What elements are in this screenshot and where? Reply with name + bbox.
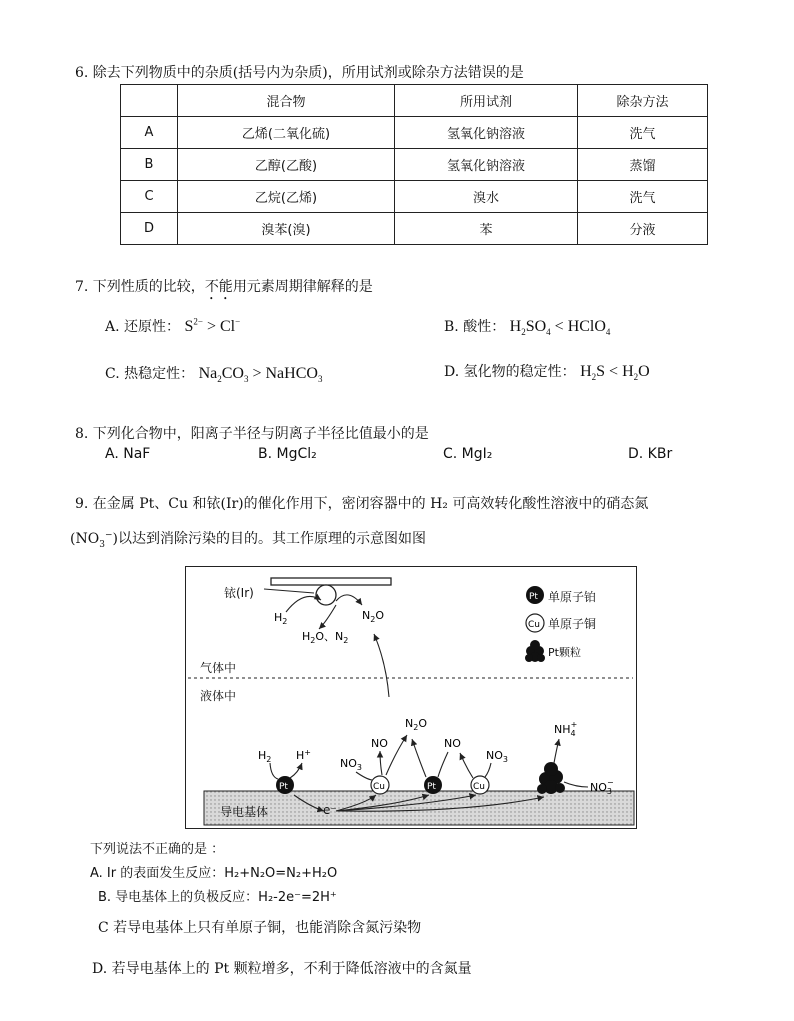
q9-sub-stem: 下列说法不正确的是 ：: [90, 842, 225, 857]
q7-option-b: B. 酸性： $H_2SO_4$ < HClO$_4$: [444, 318, 611, 338]
svg-text:NO: NO: [444, 737, 461, 750]
liquid-phase-label: 液体中: [200, 689, 237, 703]
header-cell: 所用试剂: [395, 85, 578, 117]
table-row: [121, 213, 708, 245]
table-header-row: [121, 85, 708, 117]
q9-option-d: D. 若导电基体上的 Pt 颗粒增多，不利于降低溶液中的含氮量: [92, 961, 472, 977]
svg-text:H2O、N2: $H_2O$、$N_2$: [302, 630, 349, 645]
ir-atom: [316, 585, 336, 605]
q7-stem-pre: 7. 下列性质的比较，: [75, 279, 205, 295]
ir-label: 铱(Ir): [224, 586, 254, 600]
q9-option-a: A. Ir 的表面发生反应：H₂+N₂O=N₂+H₂O: [90, 866, 338, 881]
legend-particle-label: Pt颗粒: [548, 646, 581, 659]
legend-pt-label: 单原子铂: [548, 590, 597, 604]
svg-text:NO: NO: [371, 737, 388, 750]
table-row: [121, 117, 708, 149]
svg-text:Cu: Cu: [473, 782, 485, 792]
table-cell: 洗气: [578, 117, 708, 149]
option-label: C. 热稳定性：: [105, 366, 195, 382]
table-cell: 氢氧化钠溶液: [395, 149, 578, 181]
table-cell: 蒸馏: [578, 149, 708, 181]
table-cell: D: [121, 213, 178, 245]
table-cell: 分液: [578, 213, 708, 245]
q7-stem: [75, 276, 373, 303]
table-cell: 洗气: [578, 181, 708, 213]
table-row: [121, 149, 708, 181]
table-cell: A: [121, 117, 178, 149]
table-cell: 乙醇(乙酸): [178, 149, 395, 181]
header-cell: 除杂方法: [578, 85, 708, 117]
q7-option-a: A. 还原性： $S^{2-} > Cl^-$: [105, 316, 241, 335]
header-cell: [121, 85, 178, 117]
svg-text:H2: $H_2$: [274, 611, 288, 626]
table-cell: 溴水: [395, 181, 578, 213]
svg-text:N2O: $N_2O$: [362, 609, 384, 624]
q6-table: [120, 84, 708, 245]
svg-text:Cu: Cu: [373, 782, 385, 792]
table-cell: C: [121, 181, 178, 213]
conductive-substrate: [204, 791, 634, 825]
q8-option-d: D. KBr: [628, 446, 673, 462]
table-cell: B: [121, 149, 178, 181]
electron-label: e⁻: [323, 803, 337, 817]
mechanism-diagram: [185, 566, 637, 829]
table-cell: 乙烯(二氧化硫): [178, 117, 395, 149]
svg-text:NH4+: $NH_4+$: [554, 720, 578, 738]
option-label: A. 还原性：: [105, 319, 181, 335]
table-cell: 苯: [395, 213, 578, 245]
option-label: D. 氢化物的稳定性：: [444, 364, 576, 380]
option-label: B. 酸性：: [444, 319, 506, 335]
svg-text:NO3: $NO_3$: [340, 757, 362, 772]
table-cell: 溴苯(溴): [178, 213, 395, 245]
substrate-label: 导电基体: [220, 805, 269, 819]
svg-text:Pt: Pt: [279, 782, 288, 792]
table-row: [121, 181, 708, 213]
q8-stem: 8. 下列化合物中，阳离子半径与阴离子半径比值最小的是: [75, 426, 429, 442]
q9-option-b: B. 导电基体上的负极反应：H₂-2e⁻=2H⁺: [98, 890, 337, 905]
pt-particle: [537, 762, 565, 794]
ir-plate: [271, 578, 391, 585]
table-cell: 氢氧化钠溶液: [395, 117, 578, 149]
q7-stem-emphasis: 不能: [204, 279, 233, 295]
q9-option-c: C 若导电基体上只有单原子铜，也能消除含氮污染物: [98, 920, 422, 936]
svg-text:Cu: Cu: [528, 620, 540, 630]
q7-option-c: C. 热稳定性： $Na_2CO_3$ > NaHCO$_3$: [105, 365, 323, 385]
svg-text:Pt: Pt: [529, 592, 538, 602]
svg-text:Pt: Pt: [427, 782, 436, 792]
svg-text:N2O: $N_2O$: [405, 717, 427, 732]
q9-stem-line2-post: )以达到消除污染的目的。其工作原理的示意图如图: [112, 531, 426, 547]
svg-text:NO3−: $NO_3-$: [590, 778, 614, 796]
q9-stem-line2: $(NO_3^-)$以达到消除污染的目的。其工作原理的示意图如图: [70, 530, 426, 550]
q8-option-b: B. MgCl₂: [258, 446, 317, 462]
q7-option-d: D. 氢化物的稳定性： $H_2S < H_2O$: [444, 363, 650, 383]
svg-text:NO3: $NO_3$: [486, 749, 508, 764]
q9-stem-line1: 9. 在金属 Pt、Cu 和铱(Ir)的催化作用下，密闭容器中的 H₂ 可高效转化酸性溶液中的硝态氮: [75, 496, 649, 512]
q8-option-c: C. MgI₂: [443, 446, 493, 462]
legend-cu-label: 单原子铜: [548, 617, 597, 631]
diagram-svg: [186, 567, 635, 827]
q8-option-a: A. NaF: [105, 446, 151, 462]
gas-phase-label: 气体中: [200, 661, 237, 675]
q6-stem: 6. 除去下列物质中的杂质(括号内为杂质)，所用试剂或除杂方法错误的是: [75, 65, 524, 81]
svg-text:H+: H+: [296, 748, 311, 762]
header-cell: 混合物: [178, 85, 395, 117]
table-cell: 乙烷(乙烯): [178, 181, 395, 213]
pt-particle-legend-icon: [525, 640, 545, 662]
svg-text:H2: $H_2$: [258, 749, 272, 764]
q7-stem-post: 用元素周期律解释的是: [232, 279, 373, 295]
